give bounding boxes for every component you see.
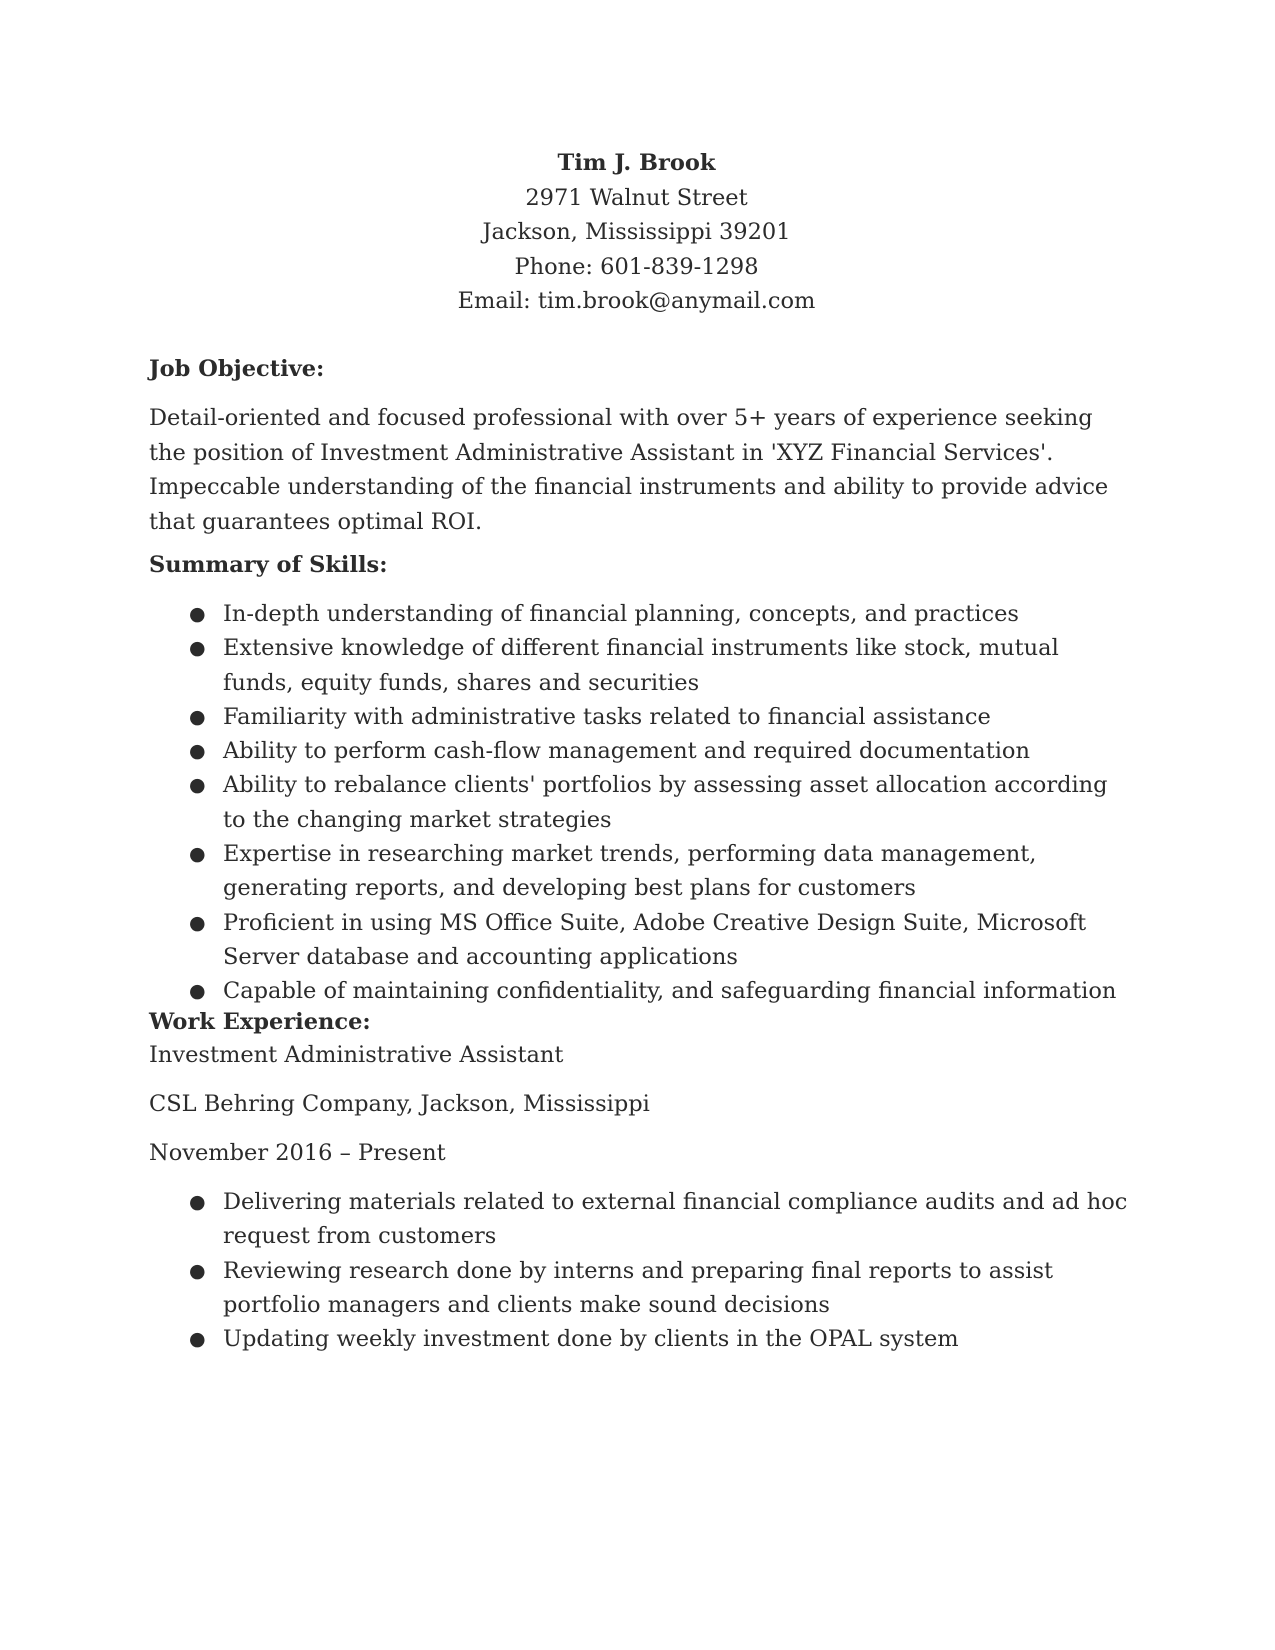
bullet-icon: ● xyxy=(189,774,206,797)
skill-text: Ability to rebalance clients' portfolios by assessing asset allocation according to the changing market strategies xyxy=(223,772,1108,833)
objective-text: Detail-oriented and focused professional with over 5+ years of experience seeking the position of Investment Administrative Assistant in 'XYZ Financial Services'. Impeccable understanding of the financial instruments and ability to provide advice that guarantees optimal ROI. xyxy=(149,405,1109,535)
skill-text: In-depth understanding of financial planning, concepts, and practices xyxy=(223,601,1019,627)
skill-text: Capable of maintaining confidentiality, and safeguarding financial information xyxy=(223,978,1117,1005)
city-state-zip: Jackson, Mississippi 39201 xyxy=(482,219,791,245)
experience-heading: Work Experience: xyxy=(149,1009,371,1035)
contact-header xyxy=(149,146,1124,319)
responsibilities-list xyxy=(149,1185,1129,1356)
bullet-icon: ● xyxy=(189,911,206,934)
skills-heading: Summary of Skills: xyxy=(149,552,388,578)
bullet-icon: ● xyxy=(189,637,206,660)
skill-text: Proficient in using MS Office Suite, Adobe Creative Design Suite, Microsoft Server database and accounting applications xyxy=(223,909,1087,970)
objective-heading: Job Objective: xyxy=(149,356,325,382)
bullet-icon: ● xyxy=(189,740,206,763)
list-item xyxy=(149,837,1129,906)
list-item xyxy=(149,768,1129,837)
bullet-icon: ● xyxy=(189,603,206,625)
candidate-name: Tim J. Brook xyxy=(557,150,716,176)
list-item xyxy=(149,700,1129,734)
skill-text: Expertise in researching market trends, performing data management, generating reports, and developing best plans for customers xyxy=(223,841,1037,902)
list-item xyxy=(149,597,1129,631)
bullet-icon: ● xyxy=(189,1191,206,1213)
list-item xyxy=(149,1185,1129,1254)
list-item xyxy=(149,734,1129,768)
company-location: CSL Behring Company, Jackson, Mississippi xyxy=(149,1091,650,1117)
responsibility-text: Delivering materials related to external financial compliance audits and ad hoc request from customers xyxy=(223,1189,1128,1250)
bullet-icon: ● xyxy=(189,705,206,728)
bullet-icon: ● xyxy=(189,1259,206,1282)
list-item xyxy=(149,1322,1129,1356)
list-item xyxy=(149,906,1129,975)
list-item xyxy=(149,974,1129,1008)
responsibility-text: Reviewing research done by interns and preparing final reports to assist portfolio managers and clients make sound decisions xyxy=(223,1257,1054,1318)
bullet-icon: ● xyxy=(189,843,206,866)
email-address: Email: tim.brook@anymail.com xyxy=(457,288,816,314)
list-item xyxy=(149,631,1129,700)
bullet-icon: ● xyxy=(189,1328,206,1351)
skills-list xyxy=(149,597,1129,1009)
bullet-icon: ● xyxy=(189,980,206,1003)
responsibility-text: Updating weekly investment done by clients in the OPAL system xyxy=(223,1326,959,1353)
employment-dates: November 2016 – Present xyxy=(149,1140,446,1166)
street-address: 2971 Walnut Street xyxy=(525,184,748,211)
skill-text: Extensive knowledge of different financial instruments like stock, mutual funds, equity funds, shares and securities xyxy=(223,635,1059,696)
list-item xyxy=(149,1254,1129,1323)
job-title: Investment Administrative Assistant xyxy=(149,1042,564,1068)
skill-text: Ability to perform cash-flow management and required documentation xyxy=(223,738,1030,765)
skill-text: Familiarity with administrative tasks related to financial assistance xyxy=(223,703,991,730)
phone-number: Phone: 601-839-1298 xyxy=(514,253,759,280)
